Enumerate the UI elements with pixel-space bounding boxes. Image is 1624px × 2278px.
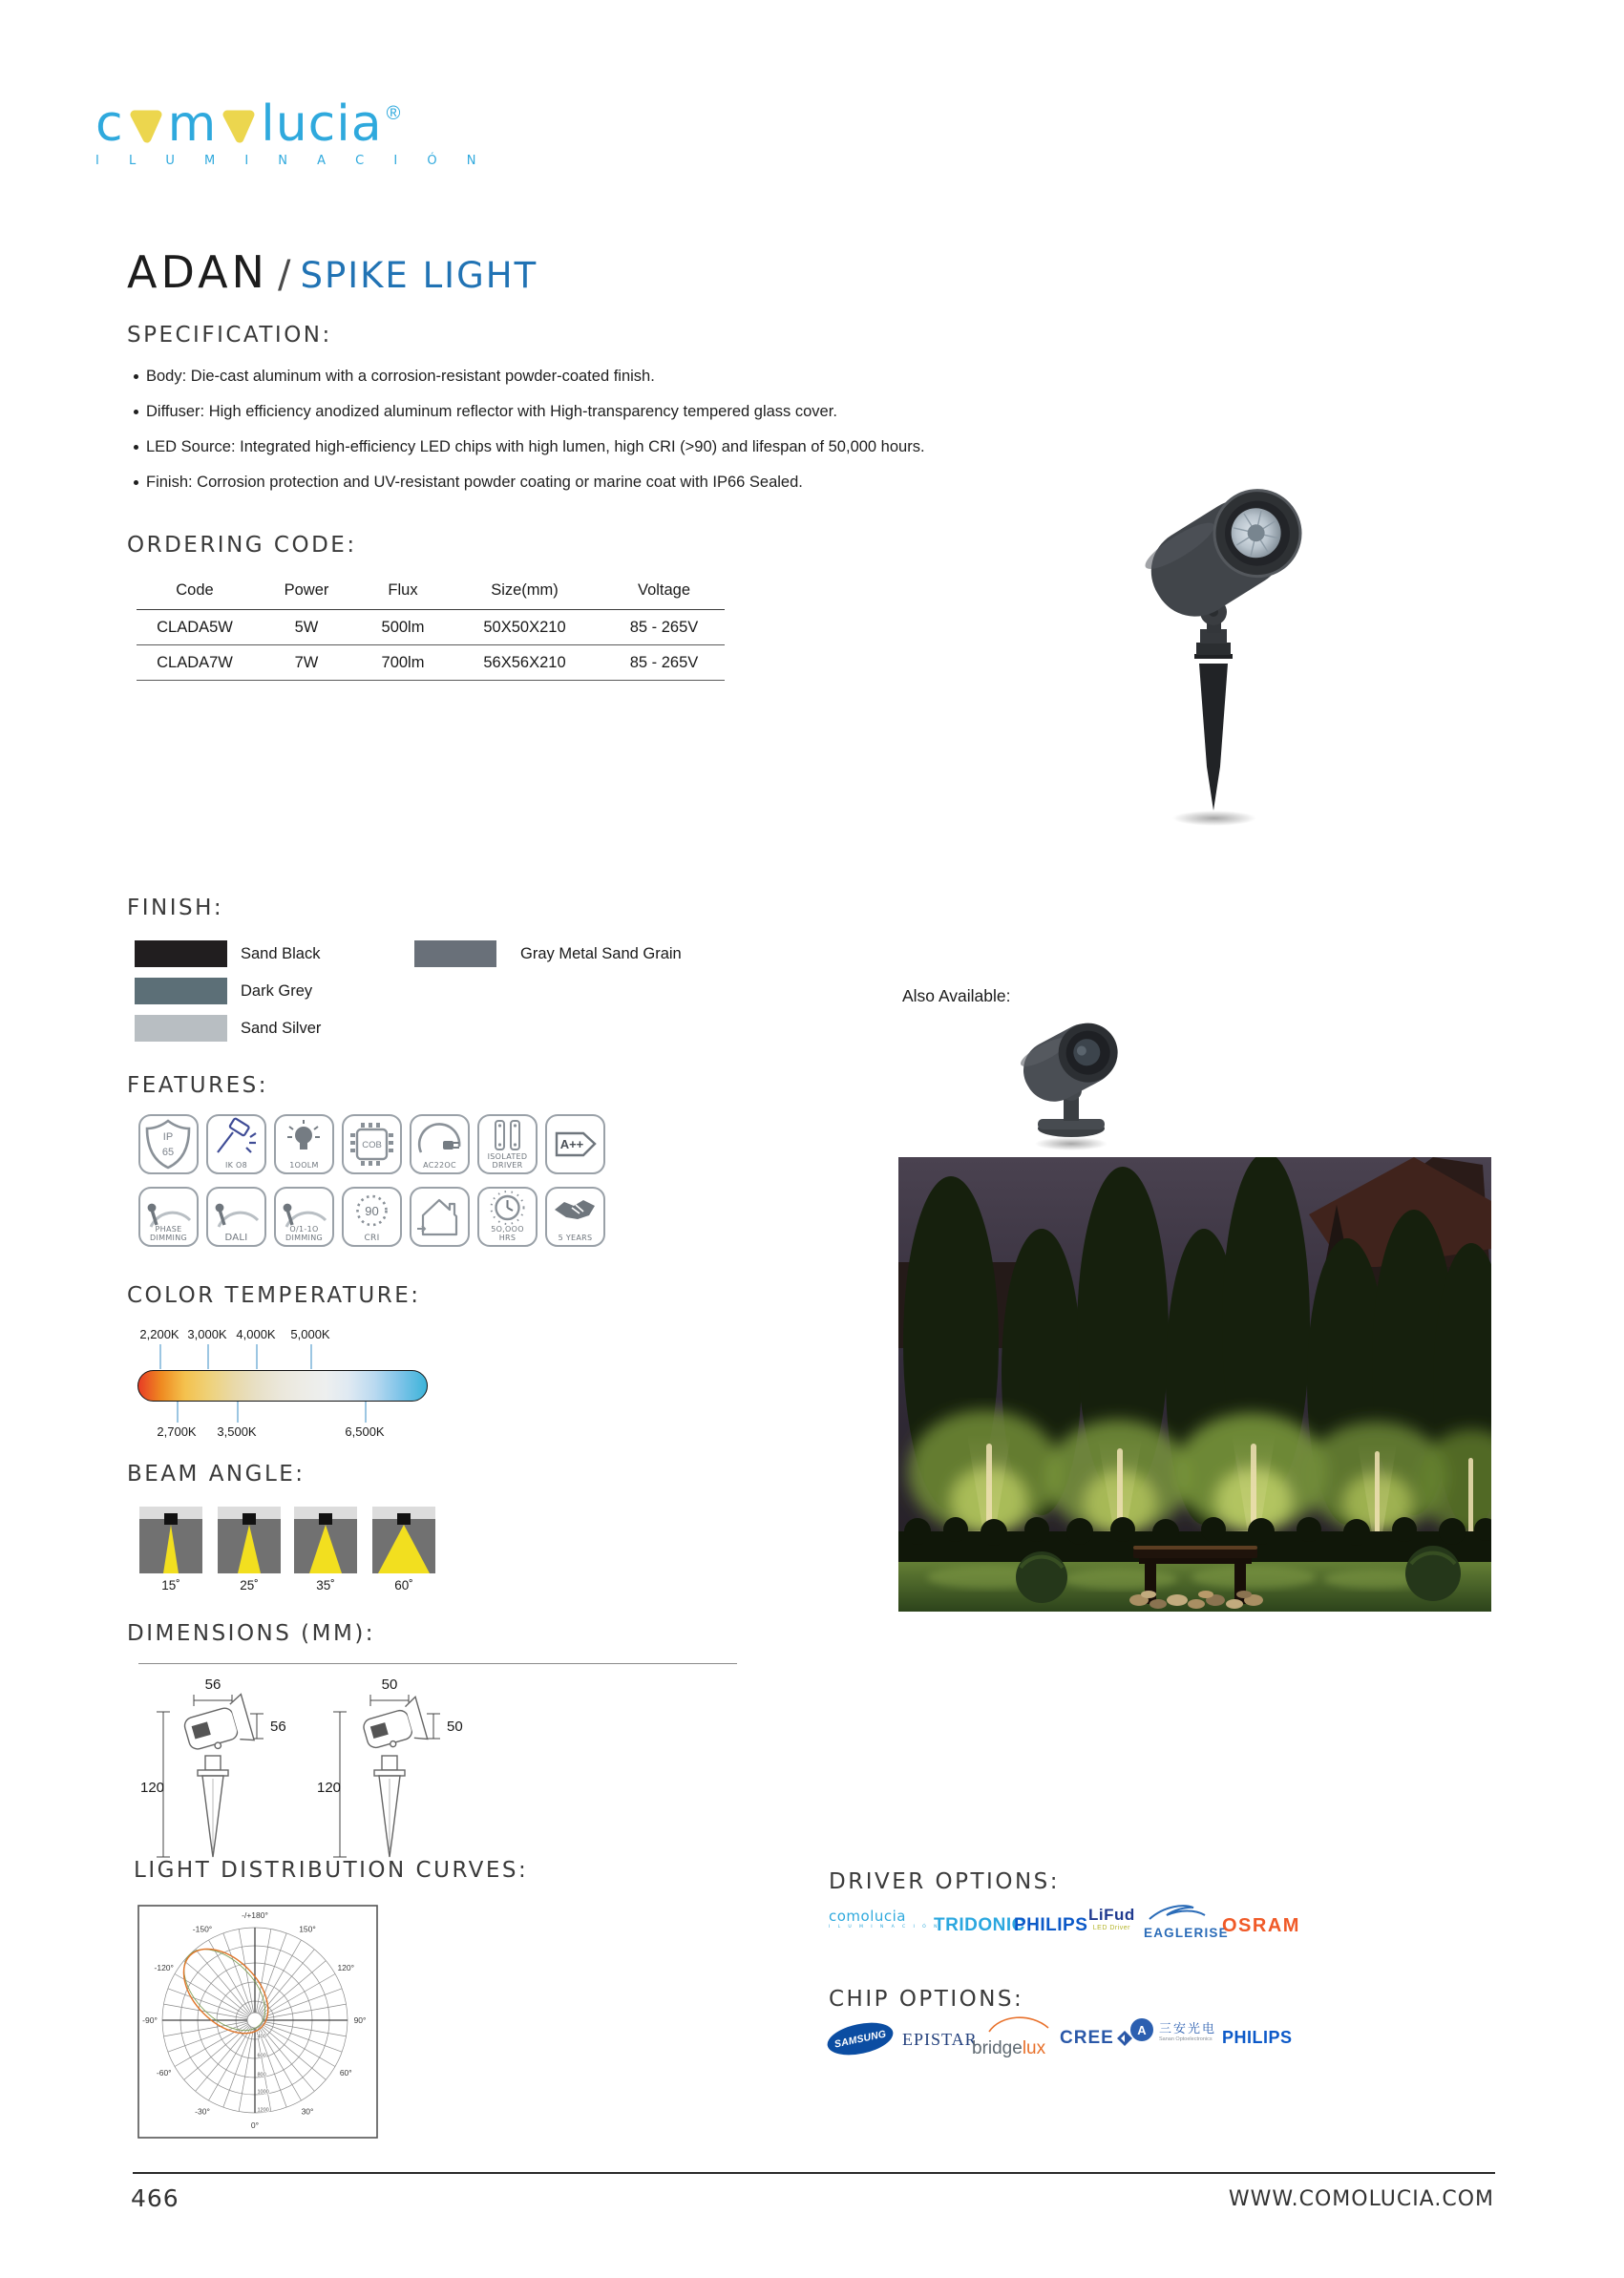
temp-label: 3,500K xyxy=(217,1424,257,1439)
footer-divider xyxy=(133,2172,1495,2174)
svg-text:50: 50 xyxy=(381,1677,398,1693)
cob-chip-icon xyxy=(344,1116,400,1172)
logo-lifud: LiFud LED Driver xyxy=(1088,1906,1135,1931)
feature-energy-class xyxy=(545,1114,605,1174)
color-temperature-bar xyxy=(137,1370,428,1402)
dimmer-dial-icon xyxy=(208,1189,264,1229)
svg-text:90°: 90° xyxy=(353,2015,367,2025)
temp-tick xyxy=(177,1402,179,1423)
page-title xyxy=(127,246,538,298)
beam-angle-label: 35˚ xyxy=(316,1578,335,1592)
bridgelux-arc-icon xyxy=(972,2013,1058,2034)
logo-tridonic: TRIDONIC xyxy=(934,1915,1025,1935)
svg-text:-60°: -60° xyxy=(156,2068,172,2078)
divider xyxy=(138,1663,737,1664)
beam-angle-label: 60˚ xyxy=(394,1578,413,1592)
color-temperature-heading: COLOR TEMPERATURE: xyxy=(127,1283,421,1308)
temp-tick xyxy=(159,1344,161,1369)
logo-philips: PHILIPS xyxy=(1222,2028,1293,2047)
finish-label: Dark Grey xyxy=(241,982,313,1000)
spec-bullet: Body: Die-cast aluminum with a corrosion-resistant powder-coated finish. xyxy=(134,368,655,386)
logo-cree: CREE xyxy=(1060,2028,1133,2049)
ordering-table xyxy=(137,571,725,681)
svg-text:A++: A++ xyxy=(559,1137,584,1151)
temp-label: 5,000K xyxy=(290,1327,330,1341)
feature-ik08: IK O8 xyxy=(206,1114,266,1174)
eagle-swoosh-icon xyxy=(1144,1902,1211,1921)
feature-ip65 xyxy=(138,1114,199,1174)
isolated-driver-icon xyxy=(479,1116,536,1154)
dimension-drawing-1 xyxy=(138,1676,301,1867)
svg-text:400: 400 xyxy=(257,2034,266,2040)
feature-cri90: 90 CRI xyxy=(342,1187,402,1247)
col-code: Code xyxy=(176,580,214,599)
chip-options-heading: CHIP OPTIONS: xyxy=(829,1987,1024,2012)
temp-tick xyxy=(237,1402,239,1423)
logo-eaglerise: EAGLERISE xyxy=(1144,1902,1229,1940)
house-icon xyxy=(411,1189,468,1245)
finish-label: Sand Black xyxy=(241,945,321,962)
dimmer-dial-icon xyxy=(140,1189,197,1229)
svg-text:65: 65 xyxy=(161,1147,175,1158)
page-number: 466 xyxy=(131,2184,179,2212)
dimmer-dial-icon xyxy=(276,1189,332,1229)
light-distribution-chart xyxy=(137,1905,378,2139)
dimensions-heading: DIMENSIONS (MM): xyxy=(127,1621,376,1646)
beam-60-icon xyxy=(372,1507,435,1573)
logo-osram: OSRAM xyxy=(1222,1915,1300,1936)
features-heading: FEATURES: xyxy=(127,1073,268,1098)
svg-text:56: 56 xyxy=(204,1677,221,1693)
feature-0-1-10-dimming: O/1-1O DIMMING xyxy=(274,1187,334,1247)
sanan-circle-icon xyxy=(1129,2017,1154,2042)
beam-15-icon xyxy=(139,1507,202,1573)
temp-tick xyxy=(207,1344,209,1369)
logo-bridgelux: bridgelux xyxy=(972,2013,1058,2059)
finish-label: Gray Metal Sand Grain xyxy=(520,945,682,962)
feature-100lm: 1OOLM xyxy=(274,1114,334,1174)
beam-angle-label: 25˚ xyxy=(240,1578,259,1592)
svg-text:56: 56 xyxy=(270,1719,286,1735)
logo-letters-lucia: lucia xyxy=(261,95,383,153)
application-photo-garden xyxy=(898,1157,1491,1612)
logo-letter-m: m xyxy=(167,95,218,153)
svg-text:120: 120 xyxy=(317,1780,342,1796)
col-size: Size(mm) xyxy=(491,580,559,599)
feature-phase-dimming: PHASE DIMMING xyxy=(138,1187,199,1247)
svg-text:-120°: -120° xyxy=(154,1963,174,1972)
shield-icon xyxy=(140,1116,197,1172)
feature-cob xyxy=(342,1114,402,1174)
finish-swatch-gray-metal xyxy=(414,940,496,967)
energy-label-icon xyxy=(547,1116,603,1172)
feature-50000-hrs: 5O,OOO HRS xyxy=(477,1187,538,1247)
spec-bullet: Diffuser: High efficiency anodized aluminum reflector with High-transparency tempered glass cover. xyxy=(134,403,837,421)
svg-text:-30°: -30° xyxy=(195,2106,210,2117)
table-header-row xyxy=(137,571,725,610)
beam-angle-label: 15˚ xyxy=(161,1578,180,1592)
svg-text:A: A xyxy=(1137,2023,1147,2037)
svg-text:30°: 30° xyxy=(301,2106,314,2117)
col-voltage: Voltage xyxy=(637,580,691,599)
table-row: CLADA5W 5W 500lm 50X50X210 85 - 265V xyxy=(137,610,725,645)
bulb-icon xyxy=(276,1116,332,1159)
table-row: CLADA7W 7W 700lm 56X56X210 85 - 265V xyxy=(137,645,725,681)
temp-label: 3,000K xyxy=(187,1327,227,1341)
svg-text:COB: COB xyxy=(362,1140,382,1150)
specification-heading: SPECIFICATION: xyxy=(127,323,332,348)
svg-text:120°: 120° xyxy=(337,1963,355,1972)
svg-text:-90°: -90° xyxy=(142,2015,158,2025)
title-separator: / xyxy=(277,253,291,297)
product-photo-surface-mount xyxy=(993,1010,1146,1153)
website-url: WWW.COMOLUCIA.COM xyxy=(1228,2187,1494,2211)
also-available-label: Also Available: xyxy=(902,986,1011,1005)
finish-swatch-dark-grey xyxy=(135,978,227,1004)
col-power: Power xyxy=(284,580,329,599)
finish-swatch-sand-silver xyxy=(135,1015,227,1042)
beam-25-icon xyxy=(218,1507,281,1573)
logo-comolucia: comolucia I L U M I N A C I Ó N xyxy=(829,1908,940,1930)
beam-35-icon xyxy=(294,1507,357,1573)
svg-text:IP: IP xyxy=(162,1131,174,1143)
feature-ac220c: AC22OC xyxy=(410,1114,470,1174)
product-name: ADAN xyxy=(127,246,268,298)
driver-options-heading: DRIVER OPTIONS: xyxy=(829,1869,1060,1894)
product-category: SPIKE LIGHT xyxy=(300,255,538,296)
temp-label: 6,500K xyxy=(345,1424,385,1439)
spec-bullet: LED Source: Integrated high-efficiency LED chips with high lumen, high CRI (>90) and lifespan of 50,000 hours. xyxy=(134,438,925,456)
clock-icon xyxy=(479,1189,536,1229)
dimension-drawing-2 xyxy=(315,1676,477,1867)
finish-label: Sand Silver xyxy=(241,1020,322,1037)
svg-text:-/+180°: -/+180° xyxy=(242,1910,268,1920)
beam-angle-heading: BEAM ANGLE: xyxy=(127,1462,306,1487)
product-photo-spike-light xyxy=(1088,434,1346,835)
svg-text:50: 50 xyxy=(447,1719,463,1735)
svg-text:90: 90 xyxy=(365,1204,379,1218)
hammer-icon xyxy=(208,1116,264,1159)
registered-mark: ® xyxy=(386,103,401,124)
svg-text:600: 600 xyxy=(257,2053,266,2059)
finish-swatch-sand-black xyxy=(135,940,227,967)
handshake-icon xyxy=(547,1189,603,1229)
feature-isolated-driver: ISOLATED DRIVER xyxy=(477,1114,538,1174)
temp-tick xyxy=(365,1402,367,1423)
svg-text:150°: 150° xyxy=(299,1924,316,1934)
logo-sanan: A 三安光电 Sanan Optoelectronics xyxy=(1129,2017,1216,2042)
feature-5-years: 5 YEARS xyxy=(545,1187,605,1247)
brand-logo xyxy=(95,95,489,168)
col-flux: Flux xyxy=(388,580,418,599)
temp-label: 2,200K xyxy=(139,1327,179,1341)
logo-philips: PHILIPS xyxy=(1014,1915,1088,1935)
cri-circle-icon xyxy=(344,1189,400,1232)
feature-indoor-outdoor xyxy=(410,1187,470,1247)
svg-text:-150°: -150° xyxy=(192,1924,213,1934)
ordering-heading: ORDERING CODE: xyxy=(127,533,357,558)
temp-label: 4,000K xyxy=(236,1327,276,1341)
svg-text:1200: 1200 xyxy=(257,2107,269,2114)
logo-samsung: SAMSUNG xyxy=(825,2017,896,2060)
spec-bullet: Finish: Corrosion protection and UV-resistant powder coating or marine coat with IP66 Sealed. xyxy=(134,474,803,492)
logo-tagline: I L U M I N A C I Ó N xyxy=(95,154,489,168)
logo-epistar: EPISTAR xyxy=(902,2030,978,2049)
plug-icon xyxy=(411,1116,468,1159)
temp-tick xyxy=(310,1344,312,1369)
finish-heading: FINISH: xyxy=(127,896,224,920)
svg-text:1000: 1000 xyxy=(257,2089,269,2096)
feature-dali: DALI xyxy=(206,1187,266,1247)
svg-text:800: 800 xyxy=(257,2072,266,2078)
svg-text:120: 120 xyxy=(140,1780,165,1796)
logo-triangle-icon xyxy=(128,107,164,145)
logo-letter-c: c xyxy=(95,95,124,153)
temp-label: 2,700K xyxy=(157,1424,197,1439)
light-distribution-heading: LIGHT DISTRIBUTION CURVES: xyxy=(134,1858,529,1883)
svg-text:60°: 60° xyxy=(339,2068,352,2078)
logo-triangle-icon xyxy=(221,107,257,145)
temp-tick xyxy=(256,1344,258,1369)
svg-text:0°: 0° xyxy=(250,2120,260,2130)
